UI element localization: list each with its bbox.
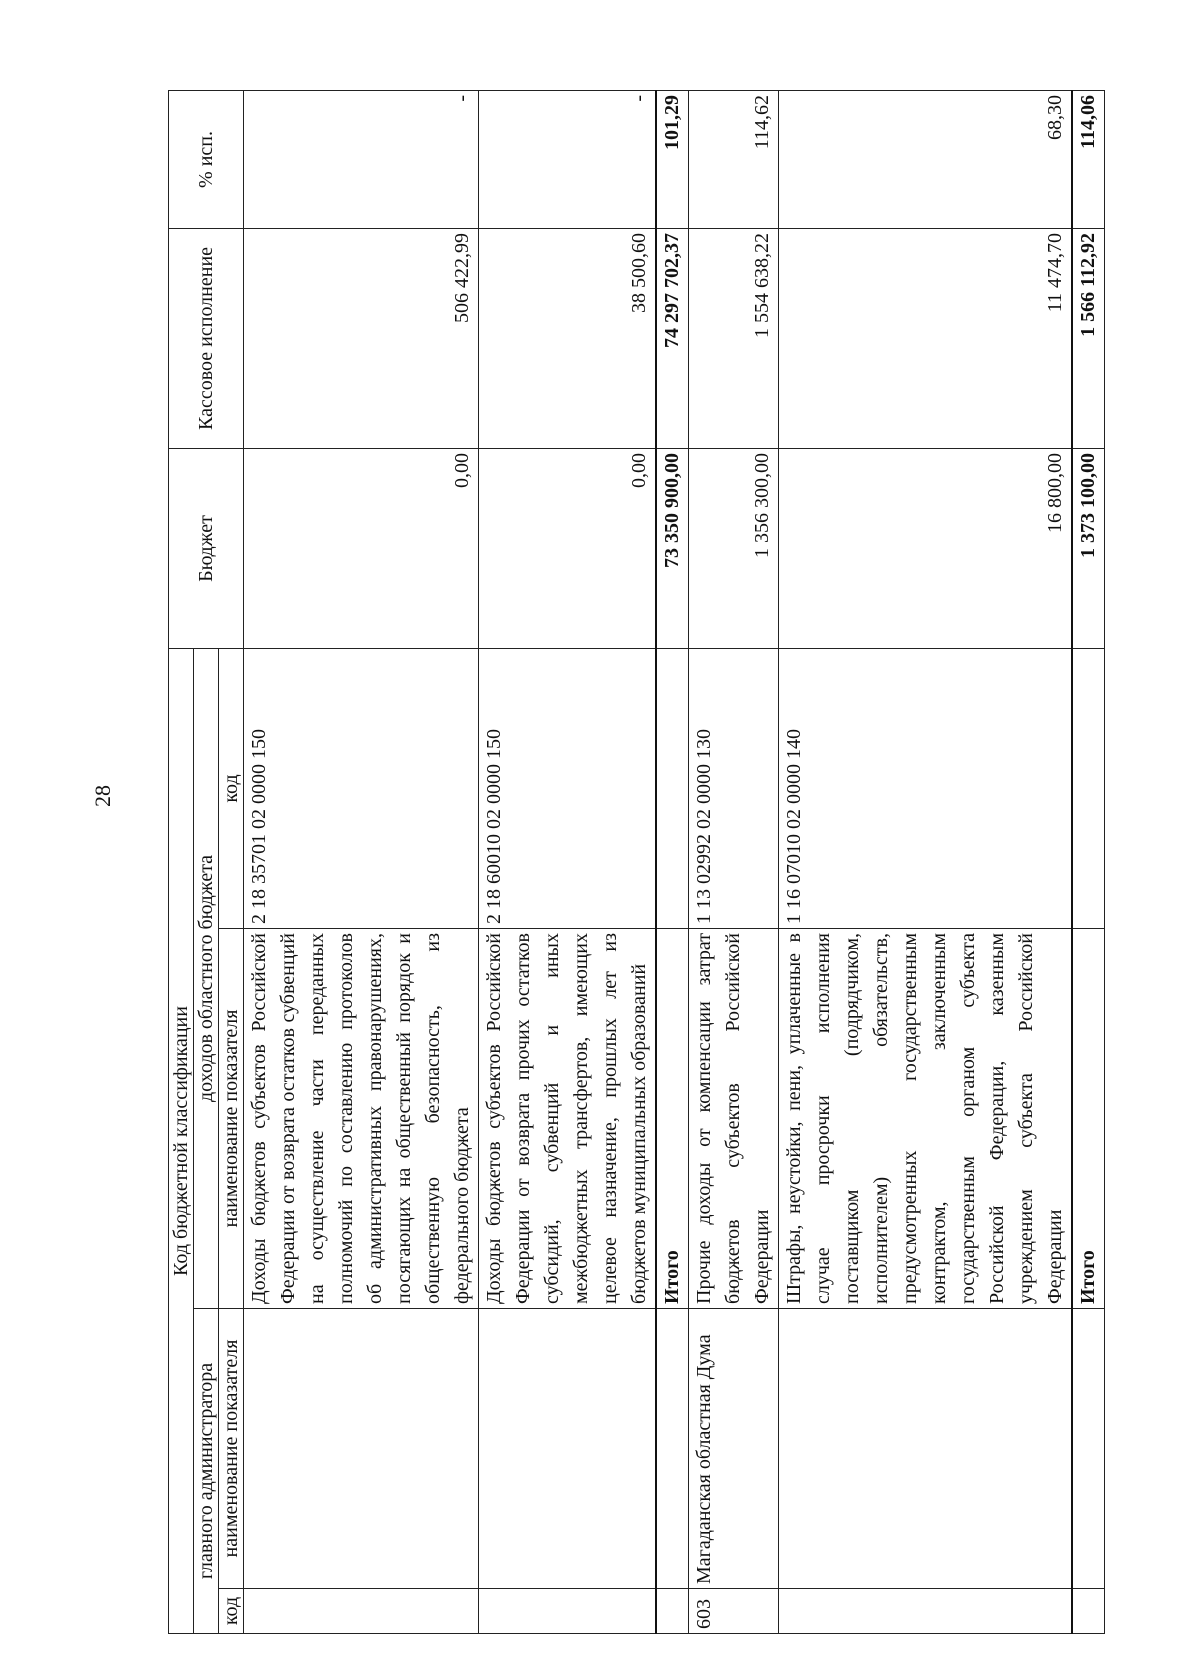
admin-name-cell <box>656 1309 689 1589</box>
indicator-name-cell: Прочие доходы от компенсации затрат бюджетов субъектов Российской Федерации <box>689 929 779 1309</box>
admin-name-cell: Магаданская областная Дума <box>689 1309 779 1589</box>
total-cash: 1 566 112,92 <box>1072 228 1105 448</box>
cash-cell: 11 474,70 <box>779 228 1073 448</box>
table-row <box>779 90 1073 1633</box>
total-budget: 73 350 900,00 <box>656 448 689 648</box>
indicator-name-cell: Доходы бюджетов субъектов Российской Федерации от возврата остатков субвенций на осуществление части переданных полномочий по составлению протоколов об административных правонарушениях, посягающих на общественный порядок и общественную безопасность, из федерального бюджета <box>244 929 479 1309</box>
percent-cell: 68,30 <box>779 90 1073 228</box>
admin-name-cell <box>1072 1309 1105 1589</box>
admin-code-cell <box>656 1589 689 1634</box>
classification-header: Код бюджетной классификации <box>169 648 194 1633</box>
page-number: 28 <box>90 785 115 807</box>
percent-cell: - <box>244 90 479 228</box>
revenue-code-cell: 1 13 02992 02 0000 130 <box>689 648 779 928</box>
table-row <box>244 90 479 1633</box>
revenue-code-cell <box>656 648 689 928</box>
cash-cell: 506 422,99 <box>244 228 479 448</box>
total-cash: 74 297 702,37 <box>656 228 689 448</box>
total-percent: 114,06 <box>1072 90 1105 228</box>
percent-cell: - <box>479 90 657 228</box>
admin-code-cell <box>479 1589 657 1634</box>
revenue-code-cell: 2 18 35701 02 0000 150 <box>244 648 479 928</box>
percent-cell: 114,62 <box>689 90 779 228</box>
percent-header: % исп. <box>169 90 244 228</box>
revenues-header: доходов областного бюджета <box>194 648 219 1308</box>
indicator-name-header: наименование показателя <box>219 929 244 1309</box>
cash-cell: 1 554 638,22 <box>689 228 779 448</box>
admin-code-cell <box>1072 1589 1105 1634</box>
table-row <box>479 90 657 1633</box>
revenue-code-cell: 1 16 07010 02 0000 140 <box>779 648 1073 928</box>
revenue-code-cell: 2 18 60010 02 0000 150 <box>479 648 657 928</box>
admin-code-cell <box>244 1589 479 1634</box>
main-admin-header: главного администратора <box>194 1309 219 1634</box>
total-budget: 1 373 100,00 <box>1072 448 1105 648</box>
indicator-name-cell: Доходы бюджетов субъектов Российской Федерации от возврата прочих остатков субсидий, субвенций и иных межбюджетных трансфертов, имеющих целевое назначение, прошлых лет из бюджетов муниципальных образований <box>479 929 657 1309</box>
total-label: Итого <box>1072 929 1105 1309</box>
admin-name-cell <box>479 1309 657 1589</box>
header-row-1 <box>169 90 194 1633</box>
revenue-code-header: код <box>219 648 244 928</box>
budget-cell: 1 356 300,00 <box>689 448 779 648</box>
budget-table <box>168 90 1105 1634</box>
admin-name-cell <box>244 1309 479 1589</box>
budget-cell: 16 800,00 <box>779 448 1073 648</box>
total-row <box>1072 90 1105 1633</box>
budget-cell: 0,00 <box>479 448 657 648</box>
revenue-code-cell <box>1072 648 1105 928</box>
admin-name-header: наименование показателя <box>219 1309 244 1589</box>
total-row <box>656 90 689 1633</box>
table-row <box>689 90 779 1633</box>
indicator-name-cell: Штрафы, неустойки, пени, уплаченные в случае просрочки исполнения поставщиком (подрядчиком, исполнителем) обязательств, предусмотренных государственным контрактом, заключенным государственным органом субъекта Российской Федерации, казенным учреждением субъекта Российской Федерации <box>779 929 1073 1309</box>
total-label: Итого <box>656 929 689 1309</box>
total-percent: 101,29 <box>656 90 689 228</box>
admin-name-cell <box>779 1309 1073 1589</box>
admin-code-cell: 603 <box>689 1589 779 1634</box>
admin-code-cell <box>779 1589 1073 1634</box>
rotated-table-wrapper <box>168 91 1099 1634</box>
admin-code-header: код <box>219 1589 244 1634</box>
cash-execution-header: Кассовое исполнение <box>169 228 244 448</box>
budget-cell: 0,00 <box>244 448 479 648</box>
cash-cell: 38 500,60 <box>479 228 657 448</box>
budget-header: Бюджет <box>169 448 244 648</box>
